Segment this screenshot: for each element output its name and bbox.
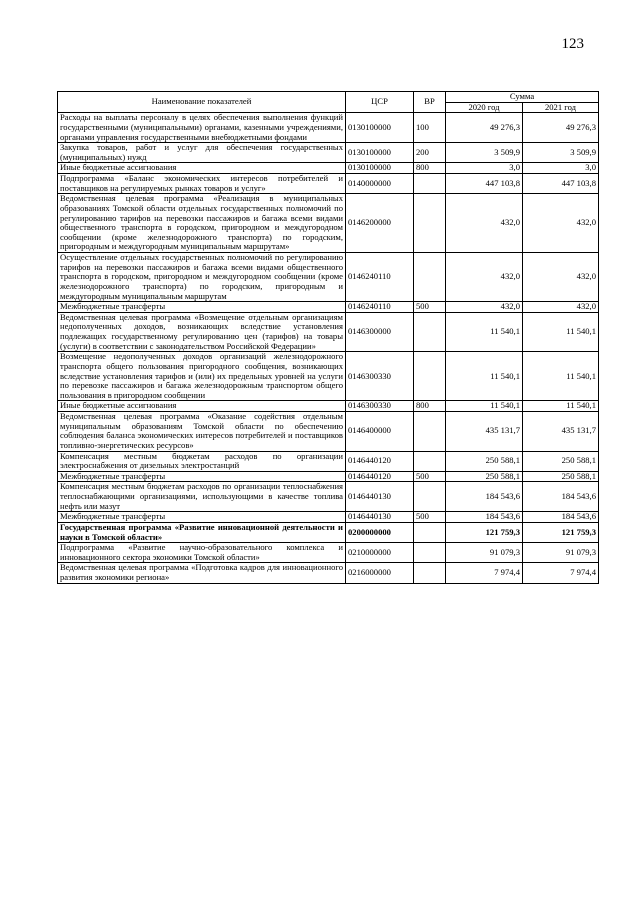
page-number: 123	[561, 36, 584, 52]
row-sum-2020: 432,0	[446, 302, 523, 313]
row-sum-2021: 3 509,9	[523, 143, 599, 163]
row-vr	[414, 563, 446, 583]
row-vr	[414, 412, 446, 452]
row-sum-2020: 447 103,8	[446, 174, 523, 194]
row-sum-2021: 432,0	[523, 253, 599, 302]
header-year-2021: 2021 год	[523, 102, 599, 113]
row-csr: 0146440120	[346, 451, 414, 471]
row-sum-2020: 11 540,1	[446, 401, 523, 412]
row-name: Межбюджетные трансферты	[58, 302, 346, 313]
row-vr: 800	[414, 401, 446, 412]
row-vr	[414, 352, 446, 401]
row-vr: 200	[414, 143, 446, 163]
table-row	[58, 512, 599, 523]
row-csr: 0146300000	[346, 312, 414, 352]
row-name: Закупка товаров, работ и услуг для обеспечения государственных (муниципальных) нужд	[58, 143, 346, 163]
row-name: Возмещение недополученных доходов организаций железнодорожного транспорта общего пользования пригородного сообщения, возникающих вследствие установления тарифов и (или) их предельных уровней на услуги по перевозке пассажиров и багажа железнодорожным транспортом общего пользования в пригородном сообщении	[58, 352, 346, 401]
row-csr: 0146240110	[346, 253, 414, 302]
row-sum-2020: 91 079,3	[446, 543, 523, 563]
table-row	[58, 194, 599, 253]
row-csr: 0130100000	[346, 143, 414, 163]
row-sum-2021: 435 131,7	[523, 412, 599, 452]
row-csr: 0146440130	[346, 512, 414, 523]
row-sum-2020: 432,0	[446, 253, 523, 302]
row-csr: 0200000000	[346, 522, 414, 542]
row-name: Подпрограмма «Баланс экономических интересов потребителей и поставщиков на регулируемых рынках товаров и услуг»	[58, 174, 346, 194]
table-row	[58, 563, 599, 583]
row-sum-2021: 432,0	[523, 302, 599, 313]
row-sum-2020: 3 509,9	[446, 143, 523, 163]
row-name: Межбюджетные трансферты	[58, 471, 346, 482]
table-row	[58, 471, 599, 482]
row-csr: 0146440130	[346, 482, 414, 512]
row-sum-2020: 184 543,6	[446, 512, 523, 523]
row-name: Ведомственная целевая программа «Возмещение отдельным организациям недополученных доходов, возникающих вследствие установления подлежащих государственному регулированию цен (тарифов) на товары (услуги) в соответствии с законодательством Российской Федерации»	[58, 312, 346, 352]
row-sum-2020: 121 759,3	[446, 522, 523, 542]
row-name: Иные бюджетные ассигнования	[58, 163, 346, 174]
row-vr: 500	[414, 302, 446, 313]
row-sum-2020: 11 540,1	[446, 352, 523, 401]
row-sum-2021: 121 759,3	[523, 522, 599, 542]
row-csr: 0130100000	[346, 163, 414, 174]
row-csr: 0210000000	[346, 543, 414, 563]
row-vr	[414, 543, 446, 563]
row-sum-2021: 3,0	[523, 163, 599, 174]
table-row	[58, 253, 599, 302]
row-sum-2021: 11 540,1	[523, 312, 599, 352]
row-vr: 500	[414, 471, 446, 482]
row-vr: 500	[414, 512, 446, 523]
row-vr	[414, 482, 446, 512]
row-vr	[414, 253, 446, 302]
row-name: Расходы на выплаты персоналу в целях обеспечения выполнения функций государственными (муниципальными) органами, казенными учреждениями, органами управления государственными внебюджетными фондами	[58, 113, 346, 143]
row-sum-2021: 250 588,1	[523, 451, 599, 471]
row-name: Государственная программа «Развитие инновационной деятельности и науки в Томской области»	[58, 522, 346, 542]
row-sum-2021: 184 543,6	[523, 512, 599, 523]
row-csr: 0140000000	[346, 174, 414, 194]
header-name: Наименование показателей	[58, 92, 346, 113]
table-row	[58, 522, 599, 542]
header-sum: Сумма	[446, 92, 599, 103]
row-csr: 0146440120	[346, 471, 414, 482]
header-vr: ВР	[414, 92, 446, 113]
row-name: Ведомственная целевая программа «Подготовка кадров для инновационного развития экономики региона»	[58, 563, 346, 583]
table-row	[58, 113, 599, 143]
row-name: Компенсация местным бюджетам расходов по организации теплоснабжения теплоснабжающими организациями, использующими в качестве топлива нефть или мазут	[58, 482, 346, 512]
row-vr	[414, 174, 446, 194]
table-row	[58, 412, 599, 452]
row-sum-2020: 432,0	[446, 194, 523, 253]
budget-table	[57, 91, 599, 584]
row-vr	[414, 522, 446, 542]
row-sum-2020: 11 540,1	[446, 312, 523, 352]
row-vr	[414, 451, 446, 471]
row-csr: 0130100000	[346, 113, 414, 143]
row-sum-2021: 447 103,8	[523, 174, 599, 194]
row-csr: 0146200000	[346, 194, 414, 253]
row-sum-2021: 184 543,6	[523, 482, 599, 512]
table-row	[58, 174, 599, 194]
table-row	[58, 451, 599, 471]
row-sum-2020: 49 276,3	[446, 113, 523, 143]
row-vr	[414, 194, 446, 253]
row-vr: 800	[414, 163, 446, 174]
row-csr: 0146400000	[346, 412, 414, 452]
row-name: Ведомственная целевая программа «Оказание содействия отдельным муниципальным образованиям Томской области по обеспечению соблюдения баланса экономических интересов потребителей и поставщиков топливно-энергетических ресурсов»	[58, 412, 346, 452]
row-vr	[414, 312, 446, 352]
table-row	[58, 482, 599, 512]
table-row	[58, 163, 599, 174]
row-name: Осуществление отдельных государственных полномочий по регулированию тарифов на перевозки пассажиров и багажа всеми видами общественного транспорта в городском, пригородном и междугородном сообщении (кроме железнодорожного транспорта) по городским, пригородным и междугородным муниципальным маршрутам	[58, 253, 346, 302]
row-name: Подпрограмма «Развитие научно-образовательного комплекса и инновационного сектора экономики Томской области»	[58, 543, 346, 563]
row-sum-2020: 250 588,1	[446, 451, 523, 471]
row-name: Ведомственная целевая программа «Реализация в муниципальных образованиях Томской области отдельных государственных полномочий по регулированию тарифов на перевозки пассажиров и багажа всеми видами общественного транспорта в городском, пригородном и междугородном сообщении (кроме железнодорожного транспорта) по городским, пригородным и междугородным муниципальным маршрутам»	[58, 194, 346, 253]
row-sum-2020: 3,0	[446, 163, 523, 174]
table-row	[58, 143, 599, 163]
row-csr: 0146240110	[346, 302, 414, 313]
row-csr: 0146300330	[346, 401, 414, 412]
row-csr: 0146300330	[346, 352, 414, 401]
table-row	[58, 312, 599, 352]
table-row	[58, 401, 599, 412]
row-sum-2021: 7 974,4	[523, 563, 599, 583]
table-row	[58, 302, 599, 313]
row-sum-2020: 250 588,1	[446, 471, 523, 482]
row-name: Компенсация местным бюджетам расходов по организации электроснабжения от дизельных электростанций	[58, 451, 346, 471]
row-sum-2020: 435 131,7	[446, 412, 523, 452]
row-name: Иные бюджетные ассигнования	[58, 401, 346, 412]
row-csr: 0216000000	[346, 563, 414, 583]
row-sum-2021: 432,0	[523, 194, 599, 253]
row-sum-2021: 49 276,3	[523, 113, 599, 143]
row-sum-2021: 91 079,3	[523, 543, 599, 563]
row-name: Межбюджетные трансферты	[58, 512, 346, 523]
header-year-2020: 2020 год	[446, 102, 523, 113]
table-row	[58, 352, 599, 401]
header-csr: ЦСР	[346, 92, 414, 113]
table-row	[58, 543, 599, 563]
row-sum-2021: 250 588,1	[523, 471, 599, 482]
row-vr: 100	[414, 113, 446, 143]
row-sum-2021: 11 540,1	[523, 401, 599, 412]
row-sum-2020: 7 974,4	[446, 563, 523, 583]
row-sum-2021: 11 540,1	[523, 352, 599, 401]
row-sum-2020: 184 543,6	[446, 482, 523, 512]
